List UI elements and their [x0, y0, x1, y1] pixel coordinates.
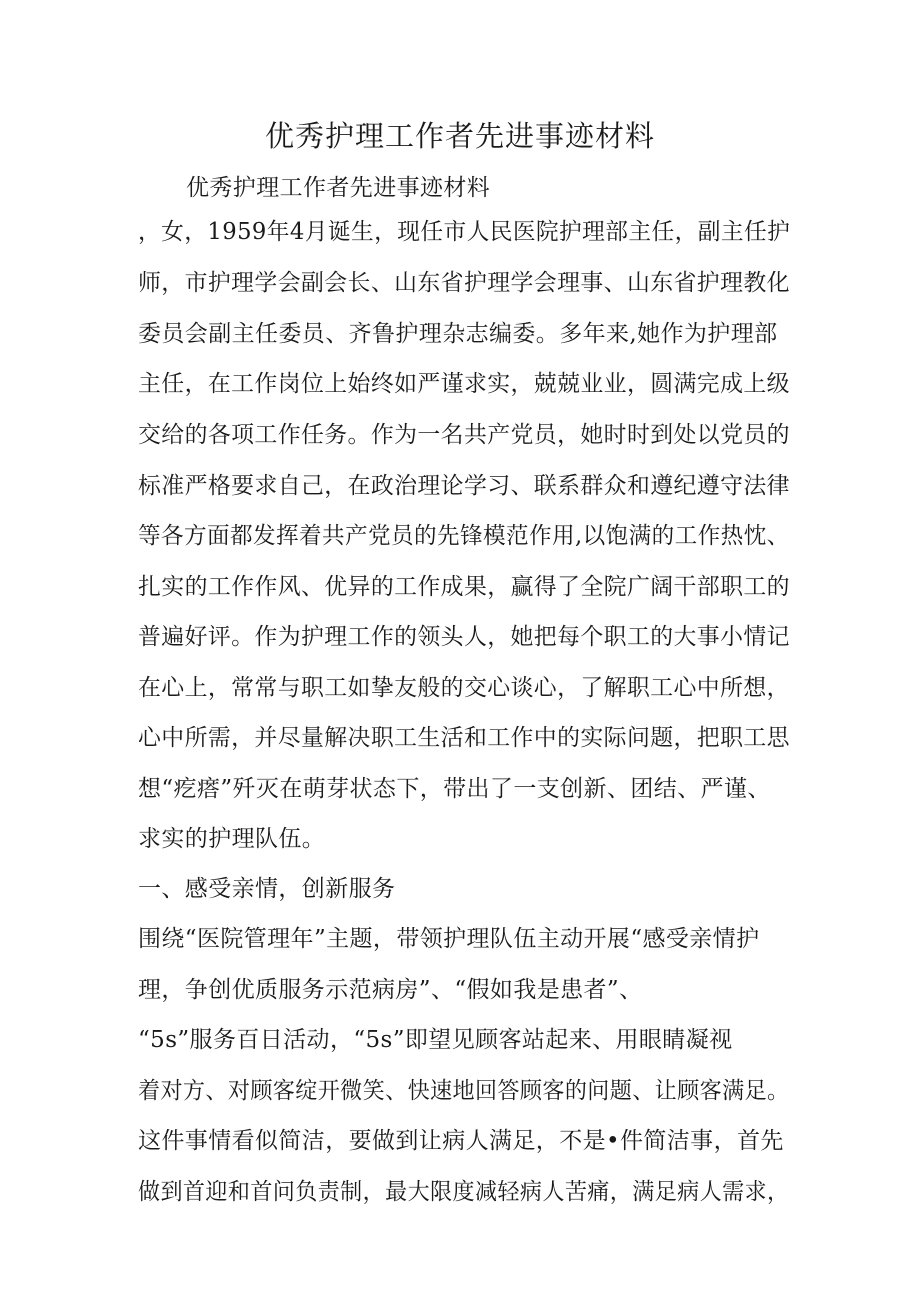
paragraph-line: 委员会副主任委员、齐鲁护理杂志编委。多年来,她作为护理部 — [138, 321, 778, 347]
paragraph-line: 在心上，常常与职工如挚友般的交心谈心，了解职工心中所想， — [138, 675, 790, 701]
document-subtitle: 优秀护理工作者先进事迹材料 — [186, 175, 491, 201]
paragraph-line: 主任，在工作岗位上始终如严谨求实，兢兢业业，圆满完成上级 — [138, 371, 790, 397]
paragraph-line: 心中所需，并尽量解决职工生活和工作中的实际问题，把职工思 — [138, 725, 790, 751]
paragraph-line: 等各方面都发挥着共产党员的先锋模范作用,以饱满的工作热忱、 — [138, 523, 790, 549]
paragraph-line: 想“疙瘩”歼灭在萌芽状态下，带出了一支创新、团结、严谨、 — [138, 776, 771, 802]
paragraph-line: 普遍好评。作为护理工作的领头人，她把每个职工的大事小情记 — [138, 624, 790, 650]
paragraph-line: 标准严格要求自己，在政治理论学习、联系群众和遵纪遵守法律 — [138, 473, 790, 499]
paragraph-line: 师，市护理学会副会长、山东省护理学会理事、山东省护理教化 — [138, 270, 790, 296]
paragraph-line: 这件事情看似简洁，要做到让病人满足，不是•件简洁事，首先 — [138, 1128, 784, 1154]
paragraph-line: ，女，1959年4月诞生，现任市人民医院护理部主任，副主任护 — [138, 219, 791, 245]
paragraph-line: 理，争创优质服务示范病房”、“假如我是患者”、 — [138, 977, 643, 1003]
document-title: 优秀护理工作者先进事迹材料 — [264, 119, 655, 153]
section-heading: 一、感受亲情，创新服务 — [138, 876, 396, 902]
paragraph-line: 做到首迎和首问负责制，最大限度减轻病人苦痛，满足病人需求， — [138, 1179, 790, 1205]
paragraph-line: 交给的各项工作任务。作为一名共产党员，她时时到处以党员的 — [138, 422, 790, 448]
paragraph-line: 求实的护理队伍。 — [138, 826, 326, 852]
paragraph-line: “5s”服务百日活动，“5s”即望见顾客站起来、用眼睛凝视 — [138, 1027, 733, 1053]
paragraph-line: 扎实的工作作风、优异的工作成果，赢得了全院广阔干部职工的 — [138, 574, 790, 600]
paragraph-line: 着对方、对顾客绽开微笑、快速地回答顾客的问题、让顾客满足。 — [138, 1078, 790, 1104]
paragraph-line: 围绕“医院管理年”主题，带领护理队伍主动开展“感受亲情护 — [138, 926, 760, 952]
